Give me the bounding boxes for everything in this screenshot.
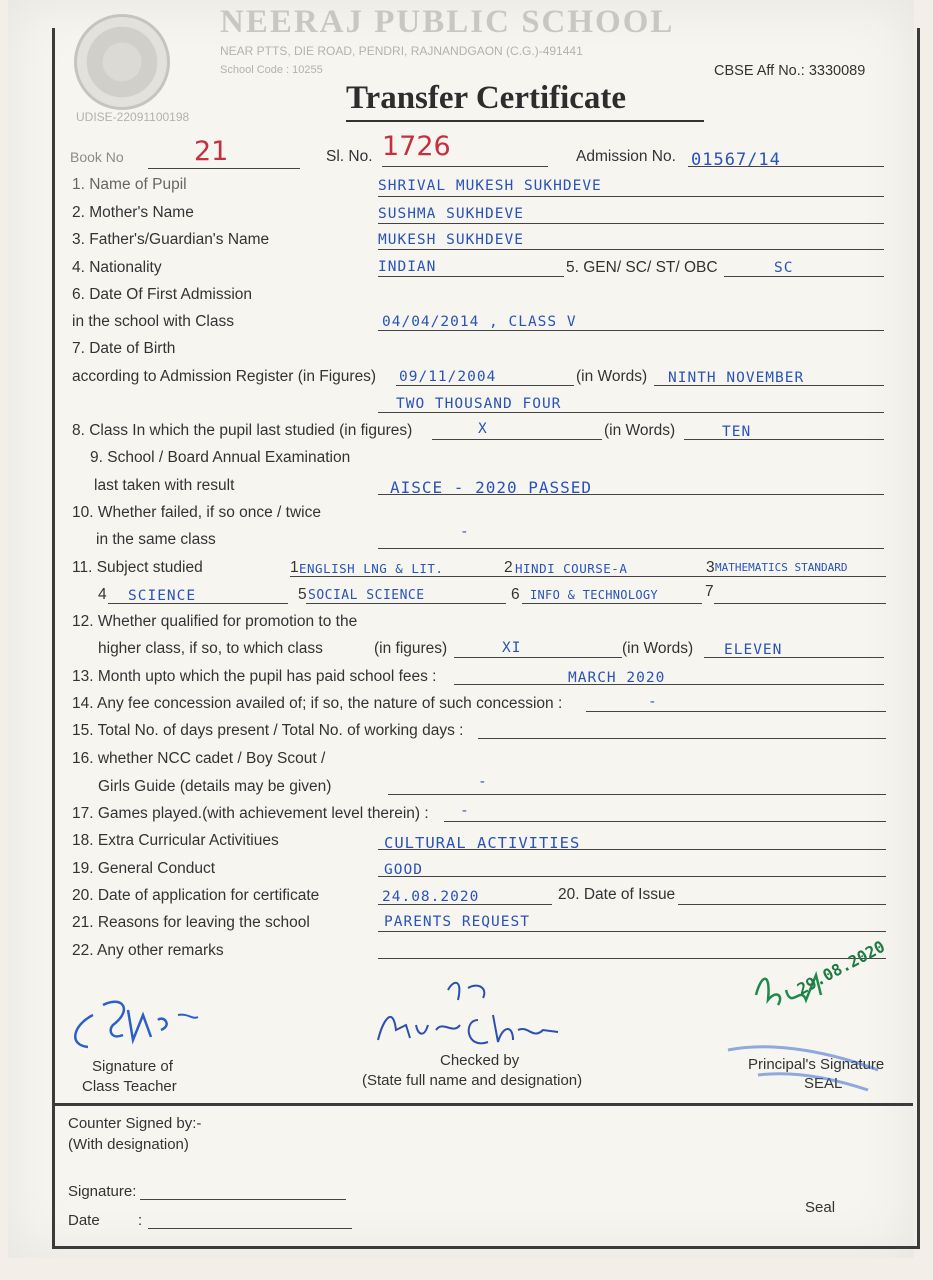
counter-date-line — [148, 1228, 352, 1229]
ncc-details-label: Girls Guide (details may be given) — [98, 778, 332, 795]
subject-3-value: MATHEMATICS STANDARD — [715, 561, 848, 574]
application-date-label: 20. Date of application for certificate — [72, 887, 320, 904]
fee-concession-label: 14. Any fee concession availed of; if so, the nature of such concession : — [72, 695, 563, 712]
last-class-words-label: (in Words) — [604, 422, 676, 439]
fees-paid-label: 13. Month upto which the pupil has paid school fees : — [72, 668, 437, 685]
pupil-name-value: SHRIVAL MUKESH SUKHDEVE — [378, 178, 602, 194]
sl-no-line — [382, 166, 548, 167]
promotion-class-label: higher class, if so, to which class — [98, 640, 323, 657]
title-underline — [346, 120, 704, 122]
certificate-sheet: NEERAJ PUBLIC SCHOOL NEAR PTTS, DIE ROAD, PENDRI, RAJNANDGAON (C.G.)-491441 School Code : 10255 CBSE Aff No.: 3330089 UDISE-22091100198 Transfer Certificate Book No 21 Sl. No. 1726 Admission No. 01567/14 1. Name of Pupil SHRIVAL MUKESH SUKHDEVE 2. Mother's Name SUSHMA SUKHDEVE 3. Father's/Guardian's Name MUKESH SUKHDEVE 4. Nationality INDIAN 5. GEN/ SC/ ST/ OBC SC 6. Date Of First Admission in the school with Class 04/04/2014 , CLASS V 7. Date of Birth according to Admission Register (in Figures) 09/11/2004 (in Words) NINTH NOVEMBER TWO THOUSAND FOUR 8. Class In which the pupil last studied (in figures) X (in Words) TEN 9. School / Board Annual Examination last taken with result AISCE - 2020 PASSED 10. Whether failed, if so once / twice in the same class - 11. Subject studied 1 ENGLISH LNG & LIT. 2 HINDI COURSE-A 3 MATHEMATICS STANDARD 4 SCIENCE 5 SOCIAL SCIENCE 6 INFO & TECHNOLOGY 7 12. Whether qualified for promotion to the higher class, if so, to which class (in figures) XI (in Words) ELEVEN 13. Month upto which the pupil has paid school fees : MARCH 2020 14. Any fee concession availed of; if so, the nature of such concession : - 15. Total No. of days present / Total No. of working days : 16. whether NCC cadet / Boy Scout / Girls Guide (details may be given) - 17. Games played.(with achievement level therein) : - 18. Extra Curricular Activitiues CULTURAL ACTIVITIES 19. General Conduct GOOD 20. Date of application for certificate 24.08.2020 20. Date of Issue 21. Reasons for leaving the school PARENTS REQUEST 22. Any other remarks Signature of Class Teacher Checked by (State full name and designation) 29.08.2020 Principal's Signature SEAL Counter Signed by:- (With designation) Signature: Date : Seal — [8, 0, 914, 1258]
fees-paid-value: MARCH 2020 — [568, 670, 666, 686]
counter-section-divider — [55, 1103, 913, 1106]
counter-signature-line — [140, 1199, 346, 1200]
remarks-label: 22. Any other remarks — [72, 942, 224, 959]
seal-stamp-mark — [718, 1030, 888, 1100]
sl-no-label: Sl. No. — [326, 148, 373, 165]
dob-figures-line — [396, 385, 574, 386]
exam-result-value: AISCE - 2020 PASSED — [390, 478, 593, 497]
subject-4-value: SCIENCE — [128, 588, 197, 604]
seal-label: SEAL — [804, 1075, 843, 1092]
subject-4-number: 4 — [98, 586, 107, 603]
principal-signature-mark — [746, 955, 896, 1025]
first-admission-label: 6. Date Of First Admission — [72, 286, 253, 303]
leaving-reason-label: 21. Reasons for leaving the school — [72, 914, 310, 931]
admission-no-line — [688, 166, 884, 167]
attendance-line — [478, 738, 886, 739]
last-class-label: 8. Class In which the pupil last studied (in figures) — [72, 422, 413, 439]
subject-6-line — [522, 603, 702, 604]
subject-5-value: SOCIAL SCIENCE — [308, 588, 425, 603]
application-date-line — [378, 904, 552, 905]
sl-no-value: 1726 — [382, 131, 451, 162]
category-label: 5. GEN/ SC/ ST/ OBC — [566, 259, 718, 276]
games-label: 17. Games played.(with achievement level therein) : — [72, 805, 429, 822]
exam-result-line — [378, 494, 884, 495]
conduct-line — [378, 876, 886, 877]
book-no-label: Book No — [70, 149, 124, 165]
pupil-name-line — [378, 196, 884, 197]
leaving-reason-line — [378, 931, 886, 932]
promotion-words-label: (in Words) — [622, 640, 694, 657]
ncc-value: - — [478, 774, 488, 790]
subject-2-value: HINDI COURSE-A — [515, 561, 628, 576]
checked-by-signature-mark — [368, 970, 578, 1060]
subjects-label: 11. Subject studied — [72, 559, 203, 576]
book-no-line — [148, 168, 300, 169]
last-class-figures: X — [478, 421, 488, 437]
checked-by-label: Checked by — [440, 1052, 520, 1069]
last-class-figures-line — [432, 439, 602, 440]
conduct-label: 19. General Conduct — [72, 860, 216, 877]
principal-signature-label: Principal's Signature — [748, 1056, 885, 1073]
category-value: SC — [774, 260, 794, 276]
subject-5-line — [306, 603, 506, 604]
school-name: NEERAJ PUBLIC SCHOOL — [220, 4, 675, 40]
category-line — [724, 276, 884, 277]
promotion-figures-value: XI — [502, 640, 522, 656]
fee-concession-value: - — [648, 694, 658, 710]
subject-4-line — [108, 603, 288, 604]
ncc-line — [388, 794, 886, 795]
exam-label: 9. School / Board Annual Examination — [90, 449, 351, 466]
school-address: NEAR PTTS, DIE ROAD, PENDRI, RAJNANDGAON (C.G.)-491441 — [220, 44, 583, 58]
extracurricular-label: 18. Extra Curricular Activitiues — [72, 832, 279, 849]
school-logo-icon — [74, 14, 170, 110]
first-admission-line — [378, 330, 884, 331]
attendance-label: 15. Total No. of days present / Total No. of working days : — [72, 722, 464, 739]
counter-signed-label: Counter Signed by:- — [68, 1115, 202, 1132]
father-name-value: MUKESH SUKHDEVE — [378, 232, 524, 248]
counter-signature-label: Signature: — [68, 1183, 137, 1200]
pupil-name-label: 1. Name of Pupil — [72, 176, 187, 193]
exam-result-label: last taken with result — [94, 477, 235, 494]
mother-name-value: SUSHMA SUKHDEVE — [378, 206, 524, 222]
father-name-line — [378, 249, 884, 250]
application-date-value: 24.08.2020 — [382, 889, 480, 905]
promotion-label: 12. Whether qualified for promotion to the — [72, 613, 358, 630]
father-name-label: 3. Father's/Guardian's Name — [72, 231, 270, 248]
certificate-title: Transfer Certificate — [346, 80, 627, 116]
last-class-words-line — [684, 439, 884, 440]
dob-words-value-2: TWO THOUSAND FOUR — [396, 396, 562, 412]
extracurricular-value: CULTURAL ACTIVITIES — [384, 834, 581, 852]
dob-figures-label: according to Admission Register (in Figures) — [72, 368, 377, 385]
class-teacher-sign-label-2: Class Teacher — [82, 1078, 177, 1095]
school-code: School Code : 10255 — [220, 64, 323, 76]
admission-no-value: 01567/14 — [691, 150, 781, 170]
extracurricular-line — [378, 849, 886, 850]
subject-6-number: 6 — [511, 586, 520, 603]
issue-date-label: 20. Date of Issue — [558, 886, 676, 903]
counter-seal-label: Seal — [805, 1199, 836, 1216]
subject-5-number: 5 — [298, 586, 307, 603]
book-no-value: 21 — [194, 136, 229, 167]
nationality-value: INDIAN — [378, 259, 437, 275]
first-admission-value: 04/04/2014 , CLASS V — [382, 314, 577, 330]
first-admission-class-label: in the school with Class — [72, 313, 234, 330]
fees-paid-line — [454, 684, 884, 685]
nationality-line — [378, 276, 564, 277]
counter-date-label: Date — [68, 1212, 100, 1229]
dob-words-line-2 — [378, 412, 884, 413]
ncc-label: 16. whether NCC cadet / Boy Scout / — [72, 750, 326, 767]
mother-name-line — [378, 223, 884, 224]
promotion-words-line — [704, 657, 884, 658]
fee-concession-line — [586, 711, 886, 712]
failed-value: - — [460, 524, 470, 540]
dob-words-line-1 — [654, 385, 884, 386]
admission-no-label: Admission No. — [576, 148, 676, 165]
failed-line — [378, 548, 884, 549]
last-class-words: TEN — [722, 424, 752, 440]
promotion-figures-line — [454, 657, 622, 658]
subject-6-value: INFO & TECHNOLOGY — [530, 588, 658, 602]
subject-1-value: ENGLISH LNG & LIT. — [299, 561, 444, 576]
leaving-reason-value: PARENTS REQUEST — [384, 914, 530, 930]
with-designation-label: (With designation) — [68, 1136, 189, 1153]
promotion-words-value: ELEVEN — [724, 642, 783, 658]
failed-same-class-label: in the same class — [96, 531, 216, 548]
subject-7-number: 7 — [705, 583, 714, 600]
dob-words-value-1: NINTH NOVEMBER — [668, 370, 805, 386]
class-teacher-sign-label-1: Signature of — [92, 1058, 173, 1075]
subject-1-number: 1 — [290, 559, 299, 576]
mother-name-label: 2. Mother's Name — [72, 204, 194, 221]
subject-7-line — [714, 603, 886, 604]
subject-2-number: 2 — [504, 559, 513, 576]
udise-code: UDISE-22091100198 — [76, 110, 190, 124]
conduct-value: GOOD — [384, 862, 423, 878]
cbse-affiliation: CBSE Aff No.: 3330089 — [714, 63, 866, 79]
failed-label: 10. Whether failed, if so once / twice — [72, 504, 321, 521]
checked-by-note: (State full name and designation) — [362, 1072, 583, 1089]
dob-words-label: (in Words) — [576, 368, 648, 385]
nationality-label: 4. Nationality — [72, 259, 162, 276]
issue-date-line — [678, 904, 886, 905]
games-value: - — [460, 803, 470, 819]
dob-figures-value: 09/11/2004 — [399, 369, 497, 385]
dob-label: 7. Date of Birth — [72, 340, 176, 357]
subject-3-number: 3 — [706, 559, 715, 576]
promotion-figures-label: (in figures) — [374, 640, 448, 657]
subjects-line-1 — [290, 576, 886, 577]
games-line — [444, 821, 886, 822]
principal-signature-date: 29.08.2020 — [794, 936, 888, 999]
